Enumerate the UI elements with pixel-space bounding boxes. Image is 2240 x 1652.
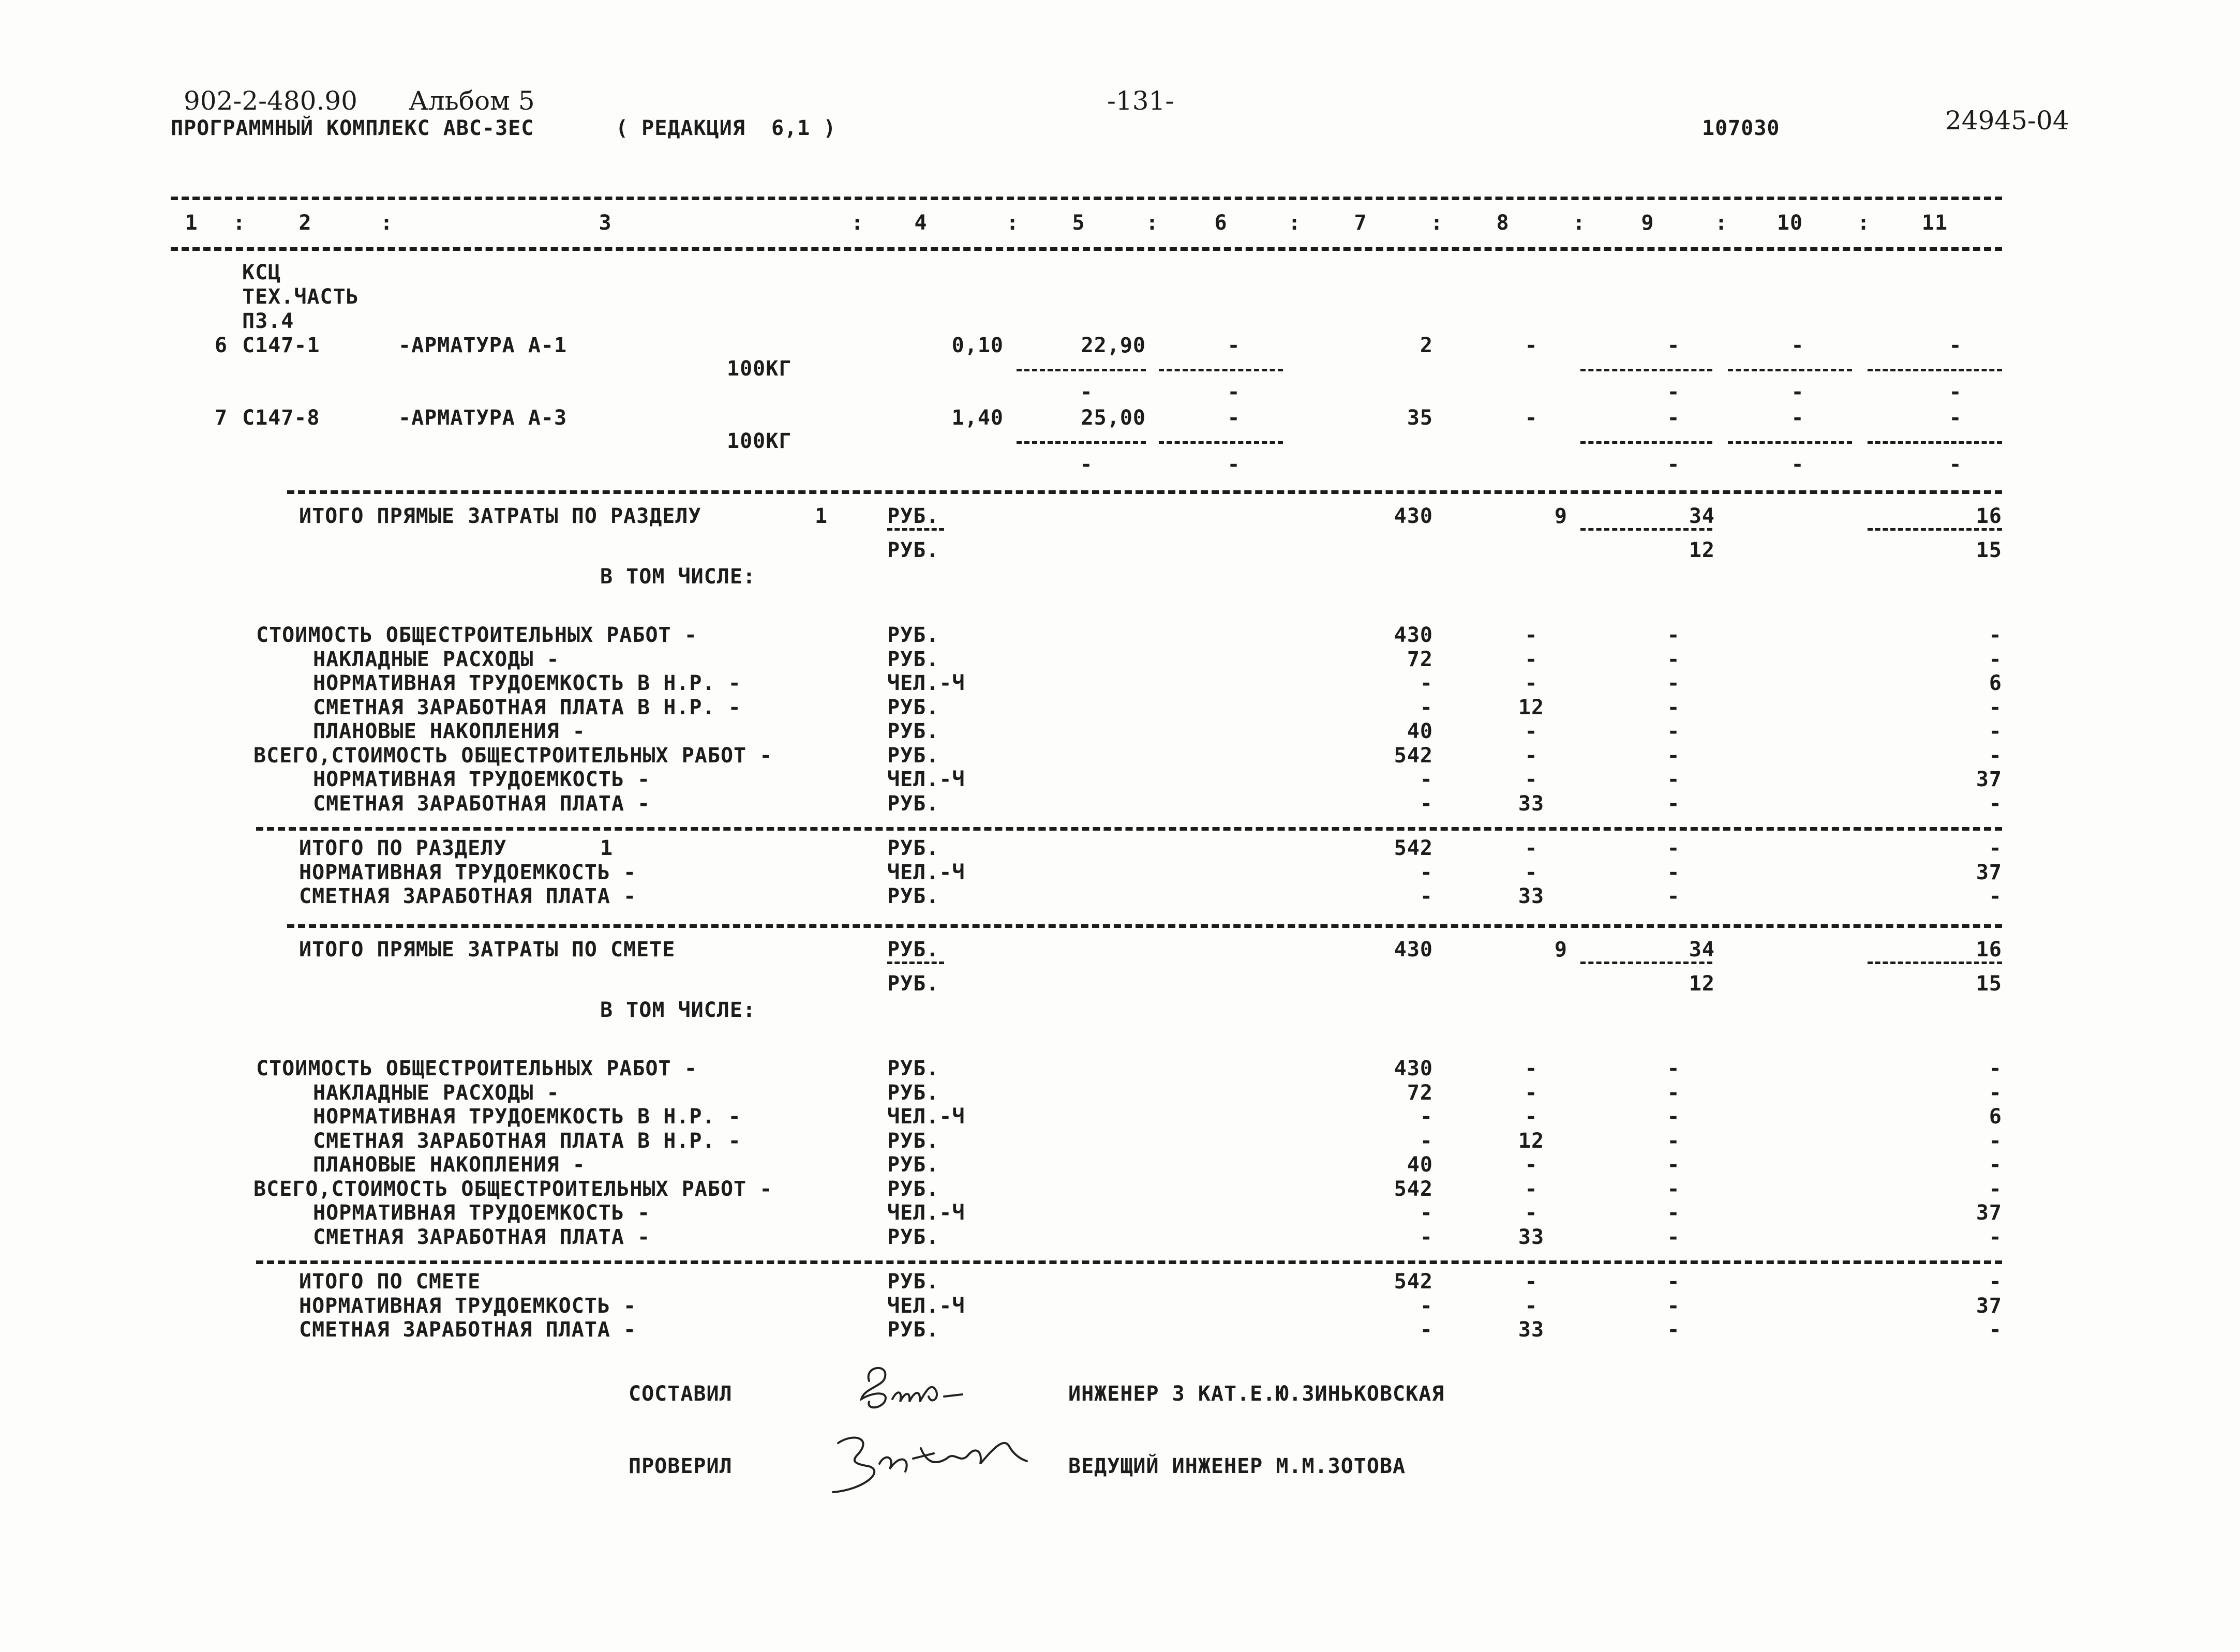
block-rule (287, 490, 2002, 494)
total-label: НОРМАТИВНАЯ ТРУДОЕМКОСТЬ В Н.Р. - (313, 671, 741, 695)
total-value: 34 (1689, 938, 1715, 962)
total-value: - (1420, 791, 1433, 816)
item-sub-value: - (1227, 380, 1241, 404)
sub-rule (1868, 528, 2002, 531)
section-label: КСЦ (242, 261, 281, 284)
total-value: - (1420, 1225, 1433, 1249)
total-value: - (1420, 1294, 1433, 1318)
total-value: - (1989, 1153, 2002, 1177)
total-value: - (1989, 884, 2002, 908)
column-separator: : (380, 211, 394, 235)
total-value: - (1667, 1318, 1680, 1342)
total-value: - (1667, 791, 1680, 816)
unit: РУБ. (887, 695, 939, 719)
unit: РУБ. (887, 504, 939, 528)
total-value: - (1525, 1105, 1538, 1129)
total-label: СМЕТНАЯ ЗАРАБОТНАЯ ПЛАТА - (299, 1318, 637, 1342)
item-price: 25,00 (1081, 406, 1146, 430)
total-value: - (1420, 884, 1433, 908)
including-label: В ТОМ ЧИСЛЕ: (600, 998, 756, 1022)
column-number: 3 (599, 211, 612, 235)
total-value: - (1667, 719, 1680, 743)
total-value: - (1667, 1057, 1680, 1080)
column-number: 2 (298, 211, 312, 235)
total-value: 37 (1976, 860, 2002, 884)
unit: РУБ. (887, 1080, 939, 1105)
total-label: НОРМАТИВНАЯ ТРУДОЕМКОСТЬ - (313, 1201, 651, 1225)
column-number: 5 (1072, 211, 1085, 235)
total-value: - (1525, 1201, 1538, 1225)
total-value: 40 (1407, 1153, 1433, 1177)
total-value: 33 (1518, 1318, 1545, 1342)
item-value: 35 (1407, 406, 1433, 430)
column-separator: : (1573, 211, 1586, 235)
column-number: 7 (1354, 211, 1367, 235)
total-value: - (1989, 647, 2002, 671)
item-value: - (1949, 334, 1962, 357)
total-value: 72 (1407, 647, 1433, 671)
item-sub-value: - (1080, 380, 1093, 404)
total-value: 12 (1518, 695, 1545, 719)
total-value: - (1525, 860, 1538, 884)
total-label: НОРМАТИВНАЯ ТРУДОЕМКОСТЬ В Н.Р. - (313, 1105, 741, 1129)
total-value: 9 (1554, 938, 1567, 962)
total-label: НОРМАТИВНАЯ ТРУДОЕМКОСТЬ - (313, 768, 651, 791)
total-label: ПЛАНОВЫЕ НАКОПЛЕНИЯ - (313, 1153, 586, 1177)
total-value: 9 (1554, 504, 1567, 528)
sub-rule (1159, 441, 1283, 444)
item-value: - (1667, 406, 1680, 430)
unit: РУБ. (887, 1057, 939, 1080)
total-label: СТОИМОСТЬ ОБЩЕСТРОИТЕЛЬНЫХ РАБОТ - (256, 623, 697, 647)
total-value: 6 (1989, 1105, 2002, 1129)
sub-rule (1017, 369, 1146, 371)
column-separator: : (233, 211, 246, 235)
album-label: Альбом 5 (409, 86, 535, 116)
unit: РУБ. (887, 1270, 939, 1294)
item-value: - (1525, 334, 1538, 357)
total-value: - (1525, 719, 1538, 743)
signature-compiled-image (854, 1360, 988, 1422)
item-quantity: 1,40 (951, 406, 1004, 430)
unit: РУБ. (887, 719, 939, 743)
item-sub-value: - (1791, 380, 1804, 404)
item-number: 7 (214, 406, 228, 430)
total-label: НОРМАТИВНАЯ ТРУДОЕМКОСТЬ - (299, 860, 637, 884)
total-value: - (1667, 860, 1680, 884)
page-number: -131- (1107, 86, 1174, 116)
total-value: 542 (1394, 743, 1433, 768)
compiled-by: ИНЖЕНЕР 3 КАТ.Е.Ю.ЗИНЬКОВСКАЯ (1068, 1382, 1445, 1406)
total-value: - (1667, 1177, 1680, 1201)
total-label: ПЛАНОВЫЕ НАКОПЛЕНИЯ - (313, 719, 586, 743)
item-sub-value: - (1227, 453, 1241, 476)
total-value: - (1667, 1201, 1680, 1225)
item-sub-value: - (1949, 453, 1962, 476)
total-value: - (1420, 695, 1433, 719)
column-separator: : (1006, 211, 1020, 235)
total-label: ИТОГО ПО РАЗДЕЛУ (299, 836, 507, 860)
total-label: НАКЛАДНЫЕ РАСХОДЫ - (313, 1080, 560, 1105)
total-value: 12 (1689, 972, 1715, 996)
sub-rule (1868, 441, 2002, 444)
total-value: - (1989, 1080, 2002, 1105)
total-value: - (1525, 768, 1538, 791)
total-value: - (1989, 719, 2002, 743)
unit: РУБ. (887, 743, 939, 768)
column-number: 8 (1496, 211, 1510, 235)
unit: РУБ. (887, 938, 939, 962)
unit: РУБ. (887, 538, 939, 562)
total-value: 33 (1518, 1225, 1545, 1249)
total-value: - (1989, 791, 2002, 816)
column-separator: : (1857, 211, 1871, 235)
total-value: - (1525, 1294, 1538, 1318)
total-value: - (1989, 695, 2002, 719)
total-value: 15 (1976, 972, 2002, 996)
unit: РУБ. (887, 1129, 939, 1153)
sub-rule (1868, 369, 2002, 371)
item-name: -АРМАТУРА А-1 (398, 334, 568, 357)
column-separator: : (1288, 211, 1302, 235)
block-rule (256, 1260, 2002, 1264)
section-label: ТЕХ.ЧАСТЬ (242, 285, 359, 309)
unit: РУБ. (887, 623, 939, 647)
total-value: - (1420, 1318, 1433, 1342)
total-value: - (1667, 836, 1680, 860)
total-label: СМЕТНАЯ ЗАРАБОТНАЯ ПЛАТА - (313, 791, 651, 816)
item-sub-value: - (1080, 453, 1093, 476)
sub-rule (1580, 962, 1712, 964)
item-unit: 100КГ (727, 429, 792, 453)
checked-by: ВЕДУЩИЙ ИНЖЕНЕР М.М.ЗОТОВА (1068, 1454, 1406, 1478)
item-code: С147-8 (242, 406, 320, 430)
sub-rule (1017, 441, 1146, 444)
sub-rule (1728, 369, 1852, 371)
section-label: ПЗ.4 (242, 309, 294, 333)
total-label: НАКЛАДНЫЕ РАСХОДЫ - (313, 647, 560, 671)
item-unit: 100КГ (727, 357, 792, 381)
total-value: 12 (1518, 1129, 1545, 1153)
item-price: 22,90 (1081, 334, 1146, 357)
edition-label: ( РЕДАКЦИЯ 6,1 ) (616, 116, 837, 140)
total-label: ИТОГО ПО СМЕТЕ (299, 1270, 481, 1294)
item-value: - (1667, 334, 1680, 357)
including-label: В ТОМ ЧИСЛЕ: (600, 565, 756, 589)
total-value: - (1989, 1225, 2002, 1249)
header-rule-top (171, 197, 2002, 200)
unit: ЧЕЛ.-Ч (887, 671, 965, 695)
total-value: - (1420, 1129, 1433, 1153)
total-value: - (1667, 647, 1680, 671)
total-value: - (1525, 1080, 1538, 1105)
column-number: 4 (914, 211, 928, 235)
total-value: - (1525, 1153, 1538, 1177)
total-value: 33 (1518, 791, 1545, 816)
block-rule (256, 827, 2002, 831)
total-value: - (1989, 623, 2002, 647)
total-value: 430 (1394, 623, 1433, 647)
section-number: 1 (815, 504, 828, 528)
item-value: - (1525, 406, 1538, 430)
total-label: ИТОГО ПРЯМЫЕ ЗАТРАТЫ ПО СМЕТЕ (299, 938, 676, 962)
total-value: - (1989, 1270, 2002, 1294)
unit: РУБ. (887, 791, 939, 816)
total-value: - (1525, 1270, 1538, 1294)
total-value: - (1420, 1201, 1433, 1225)
total-value: 542 (1394, 1270, 1433, 1294)
total-value: - (1667, 1270, 1680, 1294)
header-rule-bottom (171, 247, 2002, 251)
unit: ЧЕЛ.-Ч (887, 1201, 965, 1225)
column-separator: : (1146, 211, 1159, 235)
unit: РУБ. (887, 1153, 939, 1177)
total-value: - (1667, 695, 1680, 719)
total-value: - (1420, 768, 1433, 791)
sub-rule (1868, 962, 2002, 964)
unit: ЧЕЛ.-Ч (887, 1294, 965, 1318)
total-value: - (1525, 743, 1538, 768)
total-value: 6 (1989, 671, 2002, 695)
item-value: - (1227, 334, 1241, 357)
total-value: - (1667, 1225, 1680, 1249)
item-value: - (1791, 334, 1804, 357)
item-number: 6 (214, 334, 228, 357)
sub-rule (887, 962, 944, 964)
item-sub-value: - (1667, 380, 1680, 404)
unit: ЧЕЛ.-Ч (887, 860, 965, 884)
column-number: 1 (185, 211, 198, 235)
total-value: 16 (1976, 938, 2002, 962)
total-label: НОРМАТИВНАЯ ТРУДОЕМКОСТЬ - (299, 1294, 637, 1318)
sub-rule (1728, 441, 1852, 444)
total-value: - (1525, 647, 1538, 671)
sub-rule (1580, 369, 1712, 371)
total-label: ВСЕГО,СТОИМОСТЬ ОБЩЕСТРОИТЕЛЬНЫХ РАБОТ - (253, 1177, 773, 1201)
item-sub-value: - (1791, 453, 1804, 476)
total-value: - (1989, 743, 2002, 768)
total-value: - (1667, 1080, 1680, 1105)
item-quantity: 0,10 (951, 334, 1004, 357)
item-value: - (1791, 406, 1804, 430)
total-value: 430 (1394, 1057, 1433, 1080)
unit: РУБ. (887, 972, 939, 996)
total-value: 12 (1689, 538, 1715, 562)
total-value: - (1667, 884, 1680, 908)
total-value: 430 (1394, 938, 1433, 962)
item-code: С147-1 (242, 334, 320, 357)
doc-code: 902-2-480.90 (184, 86, 357, 116)
total-label: СМЕТНАЯ ЗАРАБОТНАЯ ПЛАТА - (299, 884, 637, 908)
column-separator: : (1715, 211, 1728, 235)
item-value: - (1227, 406, 1241, 430)
total-label: СМЕТНАЯ ЗАРАБОТНАЯ ПЛАТА В Н.Р. - (313, 1129, 741, 1153)
total-value: - (1525, 1177, 1538, 1201)
total-label: СТОИМОСТЬ ОБЩЕСТРОИТЕЛЬНЫХ РАБОТ - (256, 1057, 697, 1080)
total-value: - (1989, 1177, 2002, 1201)
total-value: 37 (1976, 1201, 2002, 1225)
column-number: 6 (1214, 211, 1228, 235)
sub-rule (887, 528, 944, 531)
unit: РУБ. (887, 836, 939, 860)
total-value: - (1525, 671, 1538, 695)
item-sub-value: - (1949, 380, 1962, 404)
total-label: СМЕТНАЯ ЗАРАБОТНАЯ ПЛАТА - (313, 1225, 651, 1249)
column-separator: : (851, 211, 864, 235)
item-name: -АРМАТУРА А-3 (398, 406, 568, 430)
unit: РУБ. (887, 1318, 939, 1342)
total-value: 34 (1689, 504, 1715, 528)
column-number: 11 (1921, 211, 1948, 235)
block-rule (287, 924, 2002, 928)
total-value: - (1420, 671, 1433, 695)
total-value: - (1667, 1105, 1680, 1129)
total-value: 37 (1976, 768, 2002, 791)
total-value: 40 (1407, 719, 1433, 743)
inventory-number: 24945-04 (1945, 106, 2069, 136)
unit: РУБ. (887, 884, 939, 908)
total-value: - (1420, 860, 1433, 884)
sub-rule (1580, 528, 1712, 531)
total-value: 430 (1394, 504, 1433, 528)
total-value: - (1989, 836, 2002, 860)
total-value: - (1420, 1105, 1433, 1129)
total-value: - (1989, 1318, 2002, 1342)
compiled-label: СОСТАВИЛ (629, 1382, 733, 1406)
unit: РУБ. (887, 1225, 939, 1249)
total-value: 33 (1518, 884, 1545, 908)
total-value: - (1667, 743, 1680, 768)
total-value: - (1667, 1129, 1680, 1153)
signature-checked-image (823, 1422, 1040, 1500)
total-label: СМЕТНАЯ ЗАРАБОТНАЯ ПЛАТА В Н.Р. - (313, 695, 741, 719)
unit: РУБ. (887, 1177, 939, 1201)
total-value: 542 (1394, 836, 1433, 860)
item-value: 2 (1420, 334, 1433, 357)
sub-rule (1580, 441, 1712, 444)
total-value: - (1989, 1129, 2002, 1153)
column-number: 9 (1641, 211, 1654, 235)
unit: ЧЕЛ.-Ч (887, 768, 965, 791)
total-value: - (1525, 623, 1538, 647)
section-number: 1 (600, 836, 614, 860)
total-value: 16 (1976, 504, 2002, 528)
total-value: - (1667, 1153, 1680, 1177)
unit: ЧЕЛ.-Ч (887, 1105, 965, 1129)
sub-rule (1159, 369, 1283, 371)
program-name: ПРОГРАММНЫЙ КОМПЛЕКС АВС-3ЕС (171, 116, 534, 140)
column-separator: : (1430, 211, 1444, 235)
total-value: - (1667, 768, 1680, 791)
column-number: 10 (1776, 211, 1803, 235)
total-label: ИТОГО ПРЯМЫЕ ЗАТРАТЫ ПО РАЗДЕЛУ (299, 504, 701, 528)
unit: РУБ. (887, 647, 939, 671)
item-sub-value: - (1667, 453, 1680, 476)
total-value: - (1667, 623, 1680, 647)
total-value: 542 (1394, 1177, 1433, 1201)
total-value: 37 (1976, 1294, 2002, 1318)
item-value: - (1949, 406, 1962, 430)
ref-code: 107030 (1702, 116, 1780, 140)
total-value: - (1667, 1294, 1680, 1318)
total-value: - (1989, 1057, 2002, 1080)
total-label: ВСЕГО,СТОИМОСТЬ ОБЩЕСТРОИТЕЛЬНЫХ РАБОТ - (253, 743, 773, 768)
checked-label: ПРОВЕРИЛ (629, 1454, 733, 1478)
total-value: - (1525, 1057, 1538, 1080)
total-value: 72 (1407, 1080, 1433, 1105)
total-value: - (1525, 836, 1538, 860)
total-value: 15 (1976, 538, 2002, 562)
total-value: - (1667, 671, 1680, 695)
